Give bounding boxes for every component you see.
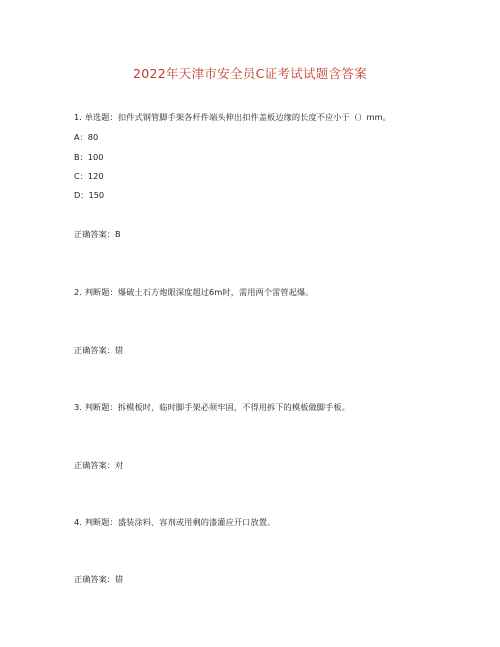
question-1-option-d: D：150	[74, 190, 105, 200]
question-1-answer: 正确答案：B	[74, 229, 121, 239]
question-1-option-b: B：100	[74, 152, 104, 162]
question-3-answer: 正确答案：对	[74, 460, 124, 470]
question-3-text: 3. 判断题：拆模板时，临时脚手架必须牢固，不得用拆下的模板做脚手板。	[74, 402, 350, 412]
question-4-answer: 正确答案：错	[74, 574, 124, 584]
question-2-text: 2. 判断题：爆破土石方炮眼深度超过6m时，需用两个雷管起爆。	[74, 287, 314, 297]
question-2-answer: 正确答案：错	[74, 345, 124, 355]
question-4-text: 4. 判断题：盛装涂料、容剂或用剩的漆灌应开口放置。	[74, 517, 276, 527]
question-1-option-a: A：80	[74, 132, 99, 142]
question-1-option-c: C：120	[74, 171, 104, 181]
document-title: 2022年天津市安全员C证考试试题含答案	[132, 66, 368, 81]
question-1-text: 1. 单选题：扣件式钢管脚手架各杆件端头伸出扣件盖板边缘的长度不应小于（）mm。	[74, 112, 391, 122]
